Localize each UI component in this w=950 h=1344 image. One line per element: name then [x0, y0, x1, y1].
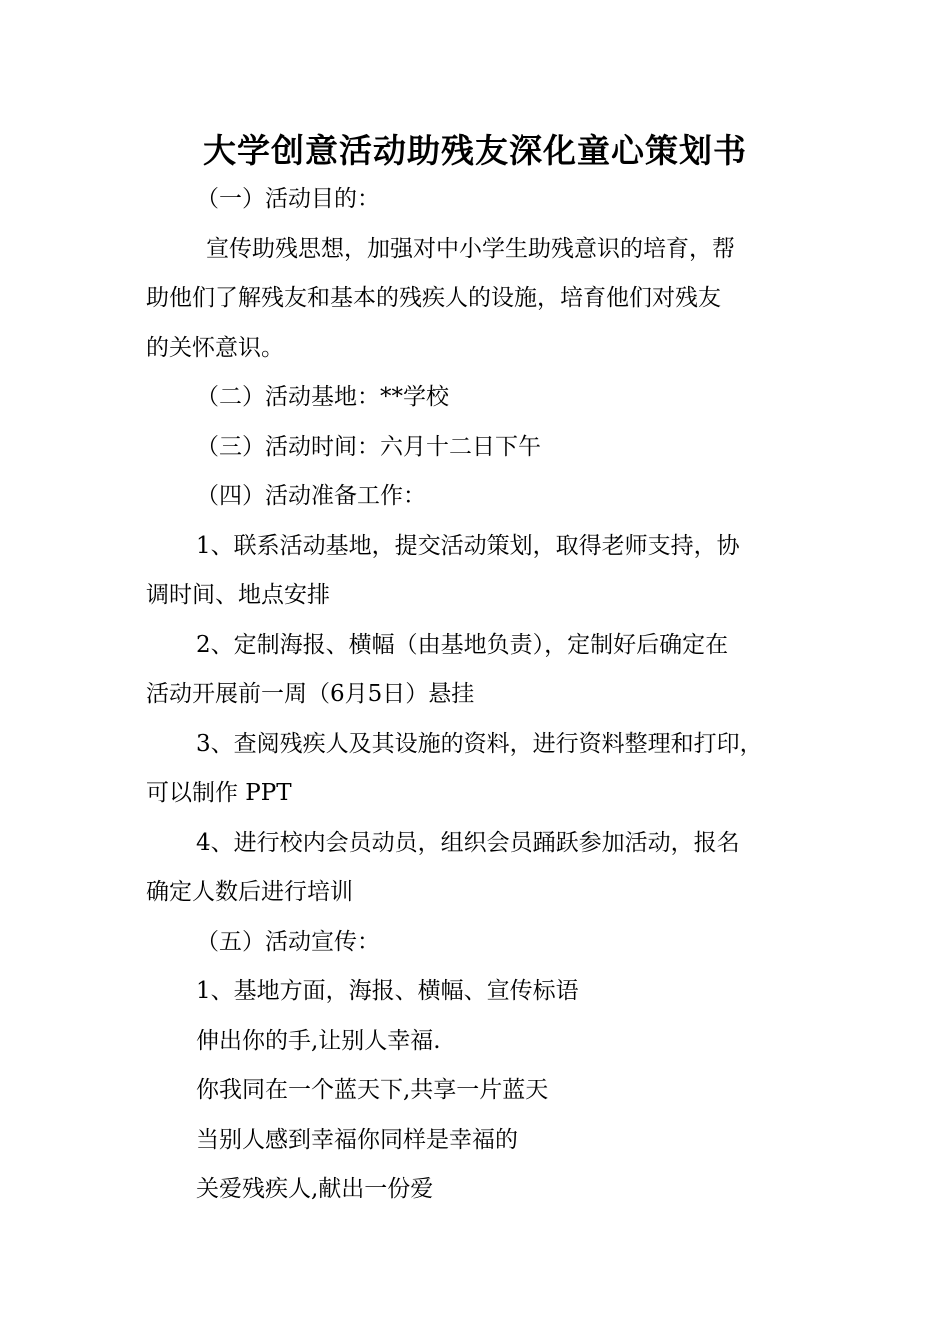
- body-line: 伸出你的手,让别人幸福.: [196, 1027, 441, 1054]
- body-line: （一）活动目的：: [196, 186, 380, 212]
- document-title: 大学创意活动助残友深化童心策划书: [203, 131, 747, 170]
- body-line: （三）活动时间：六月十二日下午: [196, 433, 541, 460]
- body-line: （五）活动宣传：: [196, 928, 380, 955]
- body-line: （四）活动准备工作：: [196, 483, 426, 509]
- body-line: （二）活动基地：**学校: [196, 384, 449, 410]
- body-line: 可以制作 PPT: [146, 780, 292, 806]
- body-line: 宣传助残思想，加强对中小学生助残意识的培育，帮: [206, 235, 735, 262]
- body-line: 活动开展前一周（6月5日）悬挂: [146, 681, 475, 707]
- body-line: 确定人数后进行培训: [146, 879, 353, 905]
- body-line: 1、联系活动基地，提交活动策划，取得老师支持，协: [196, 532, 740, 559]
- body-line: 的关怀意识。: [146, 334, 284, 361]
- body-line: 4、进行校内会员动员，组织会员踊跃参加活动，报名: [196, 829, 740, 856]
- body-line: 3、查阅残疾人及其设施的资料，进行资料整理和打印，: [196, 730, 763, 757]
- document-body: [146, 175, 826, 1215]
- body-line: 关爱残疾人,献出一份爱: [196, 1176, 434, 1202]
- body-line: 当别人感到幸福你同样是幸福的: [196, 1126, 518, 1153]
- body-line: 助他们了解残友和基本的残疾人的设施，培育他们对残友: [146, 285, 721, 311]
- body-line: 1、基地方面，海报、横幅、宣传标语: [196, 978, 579, 1004]
- body-line: 2、定制海报、横幅（由基地负责），定制好后确定在: [196, 631, 729, 658]
- body-line: 调时间、地点安排: [146, 582, 330, 608]
- body-line: 你我同在一个蓝天下,共享一片蓝天: [196, 1077, 549, 1103]
